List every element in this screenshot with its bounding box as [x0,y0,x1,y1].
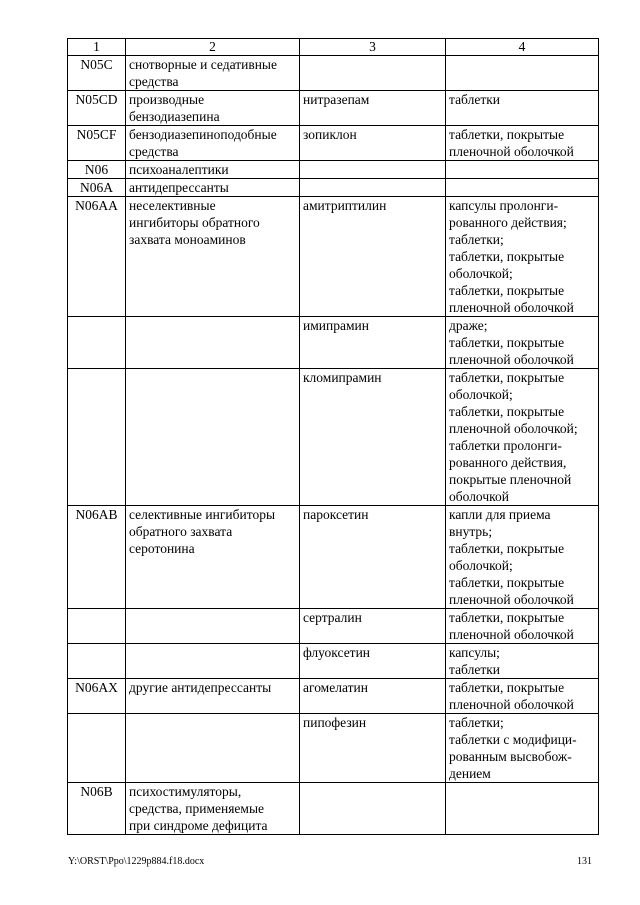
drug-table [67,38,599,835]
group-name-cell: антидепрессанты [126,179,300,197]
group-name-cell [126,609,300,644]
column-header: 1 [68,39,126,56]
atc-code-cell: N05CD [68,91,126,126]
atc-code-cell [68,369,126,506]
drug-name-cell: кломипрамин [300,369,446,506]
atc-code-cell [68,714,126,783]
drug-name-cell: нитразепам [300,91,446,126]
drug-name-cell [300,56,446,91]
dosage-form-cell: таблетки, покрытые пленочной оболочкой [446,679,599,714]
table-row [68,179,599,197]
drug-name-cell: пипофезин [300,714,446,783]
table-row [68,161,599,179]
group-name-cell: психоаналептики [126,161,300,179]
table-row [68,369,599,506]
atc-code-cell [68,644,126,679]
atc-code-cell: N06AA [68,197,126,317]
atc-code-cell: N06 [68,161,126,179]
column-header: 2 [126,39,300,56]
group-name-cell: психостимуляторы, средства, применяемые при синдроме дефицита [126,783,300,835]
dosage-form-cell: таблетки; таблетки с модифици- рованным высвобож- дением [446,714,599,783]
group-name-cell: селективные ингибиторы обратного захвата серотонина [126,506,300,609]
dosage-form-cell: таблетки, покрытые пленочной оболочкой [446,126,599,161]
footer-page-number: 131 [577,856,592,867]
group-name-cell: другие антидепрессанты [126,679,300,714]
table-row [68,714,599,783]
dosage-form-cell [446,783,599,835]
table-row [68,506,599,609]
table-row [68,197,599,317]
table-row [68,609,599,644]
group-name-cell [126,317,300,369]
dosage-form-cell [446,161,599,179]
dosage-form-cell: капсулы пролонги- рованного действия; таблетки; таблетки, покрытые оболочкой; таблетки, покрытые пленочной оболочкой [446,197,599,317]
drug-name-cell [300,783,446,835]
atc-code-cell: N06A [68,179,126,197]
group-name-cell: снотворные и седативные средства [126,56,300,91]
atc-code-cell [68,609,126,644]
dosage-form-cell: капсулы; таблетки [446,644,599,679]
table-row [68,644,599,679]
table-row [68,56,599,91]
drug-name-cell: зопиклон [300,126,446,161]
atc-code-cell: N06AB [68,506,126,609]
table-row [68,679,599,714]
drug-name-cell: агомелатин [300,679,446,714]
group-name-cell [126,644,300,679]
atc-code-cell: N05CF [68,126,126,161]
drug-name-cell [300,161,446,179]
group-name-cell: неселективные ингибиторы обратного захвата моноаминов [126,197,300,317]
group-name-cell [126,369,300,506]
drug-name-cell: имипрамин [300,317,446,369]
drug-name-cell [300,179,446,197]
footer-file-path: Y:\ORST\Ppo\1229p884.f18.docx [68,856,205,867]
table-body [68,56,599,835]
drug-name-cell: флуоксетин [300,644,446,679]
dosage-form-cell: драже; таблетки, покрытые пленочной оболочкой [446,317,599,369]
dosage-form-cell: капли для приема внутрь; таблетки, покрытые оболочкой; таблетки, покрытые пленочной оболочкой [446,506,599,609]
atc-code-cell: N06B [68,783,126,835]
dosage-form-cell [446,56,599,91]
dosage-form-cell: таблетки [446,91,599,126]
atc-code-cell: N06AX [68,679,126,714]
table-row [68,783,599,835]
atc-code-cell: N05C [68,56,126,91]
group-name-cell [126,714,300,783]
table-row [68,126,599,161]
table-row [68,91,599,126]
table-header-row [68,39,599,56]
dosage-form-cell: таблетки, покрытые пленочной оболочкой [446,609,599,644]
column-header: 3 [300,39,446,56]
group-name-cell: производные бензодиазепина [126,91,300,126]
dosage-form-cell [446,179,599,197]
drug-name-cell: амитриптилин [300,197,446,317]
atc-code-cell [68,317,126,369]
drug-name-cell: пароксетин [300,506,446,609]
column-header: 4 [446,39,599,56]
table-row [68,317,599,369]
drug-name-cell: сертралин [300,609,446,644]
group-name-cell: бензодиазепиноподобные средства [126,126,300,161]
dosage-form-cell: таблетки, покрытые оболочкой; таблетки, покрытые пленочной оболочкой; таблетки пролонги- рованного действия, покрытые пленочной оболочкой [446,369,599,506]
